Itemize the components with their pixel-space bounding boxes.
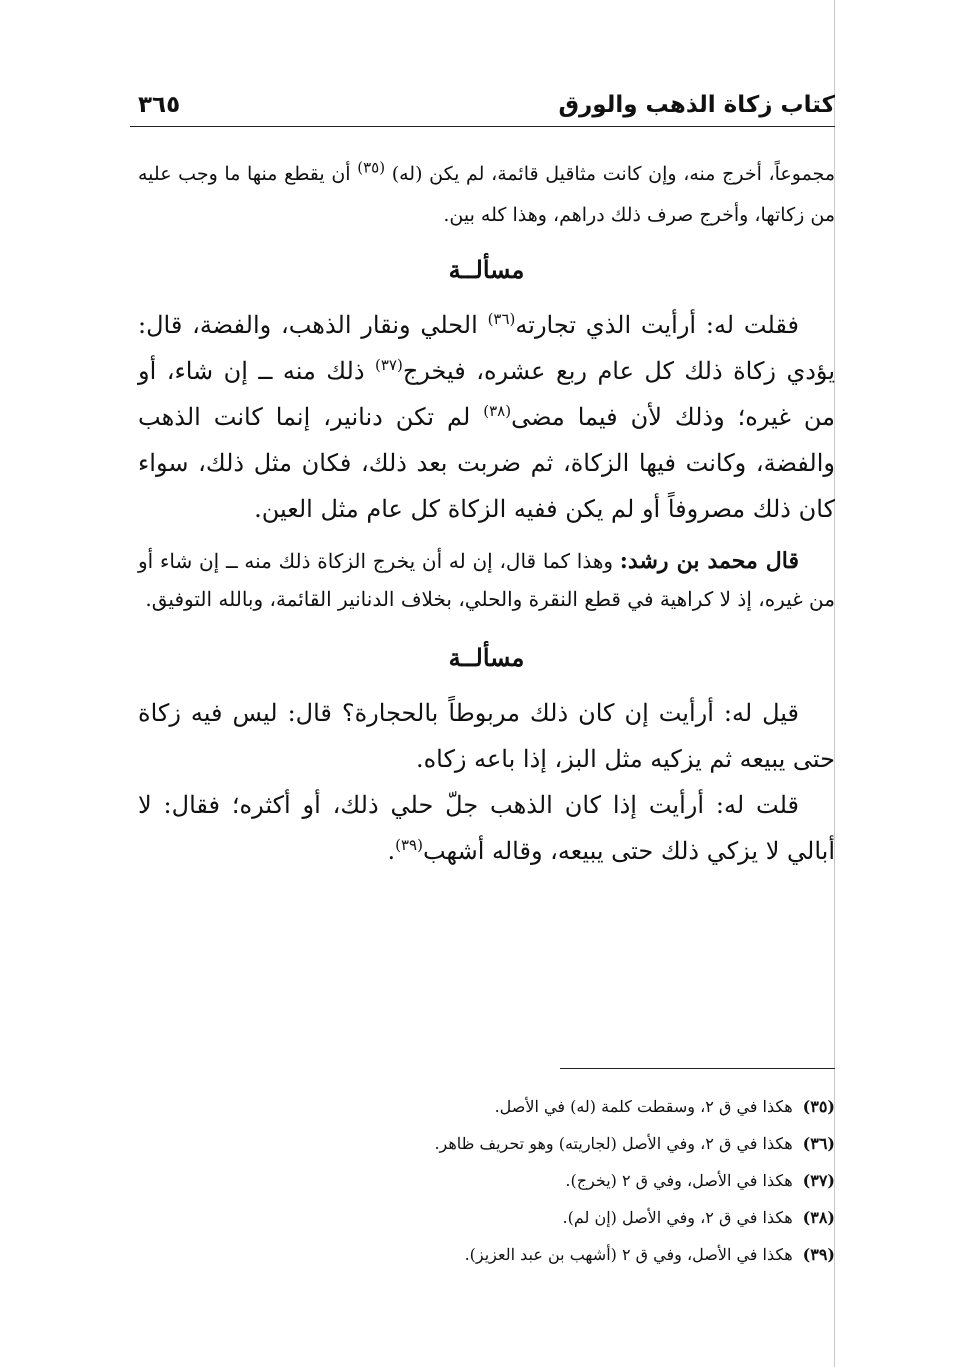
note-ref-39: (٣٩)	[395, 836, 423, 854]
commentary-paragraph	[138, 542, 835, 618]
footnote-number: (٣٦)	[802, 1134, 835, 1153]
page-number: ٣٦٥	[138, 92, 181, 118]
footnotes	[330, 1088, 835, 1273]
main-text	[138, 154, 835, 874]
footnote-text: هكذا في ق ٢، وفي الأصل (لجاريته) وهو تحريف ظاهر.	[434, 1134, 793, 1153]
q1-text-c: ذلك منه ــ إن شاء، أو من غيره؛ وذلك لأن فيما مضى	[138, 357, 836, 431]
note-ref-35: (٣٥)	[357, 158, 386, 177]
section-heading-2: مسألــة	[448, 643, 525, 672]
header-rule	[130, 126, 835, 127]
footnote-text: هكذا في ق ٢، وسقطت كلمة (له) في الأصل.	[494, 1097, 793, 1116]
q3-text-b: .	[387, 837, 396, 865]
running-header	[130, 92, 835, 130]
footnote-item	[330, 1125, 835, 1162]
q3-text-a: قلت له: أرأيت إذا كان الذهب جلّ حلي ذلك، أو أكثره؛ فقال: لا أبالي لا يزكي ذلك حتى يبيعه، وقاله أشهب	[138, 791, 835, 865]
q1-text-b: الحلي ونقار الذهب، والفضة، قال: يؤدي زكاة ذلك كل عام ربع عشره، فيخرج	[138, 311, 836, 385]
footnote-number: (٣٨)	[802, 1208, 835, 1227]
footnote-item	[330, 1162, 835, 1199]
question-paragraph-3	[138, 782, 835, 874]
section-heading-1: مسألــة	[448, 255, 525, 284]
intro-paragraph	[138, 154, 835, 236]
footnote-rule	[560, 1068, 835, 1069]
footnote-item	[330, 1236, 835, 1273]
footnote-item	[330, 1088, 835, 1125]
footnote-number: (٣٥)	[802, 1097, 835, 1116]
footnote-number: (٣٩)	[802, 1245, 835, 1264]
footnote-number: (٣٧)	[802, 1171, 835, 1190]
commentary-text: وهذا كما قال، إن له أن يخرج الزكاة ذلك منه ــ إن شاء أو من غيره، إذ لا كراهية في قطع النقرة والحلي، بخلاف الدنانير القائمة، وبالله التوفيق.	[138, 549, 835, 611]
commentary-label: قال محمد بن رشد:	[619, 548, 799, 574]
note-ref-37: (٣٧)	[374, 356, 403, 374]
intro-text-2: أن يقطع منها ما وجب عليه من زكاتها، وأخرج صرف ذلك دراهم، وهذا كله بين.	[138, 163, 835, 226]
question-paragraph-1	[138, 302, 835, 532]
chapter-title: كتاب زكاة الذهب والورق	[558, 92, 835, 118]
question-paragraph-2: قيل له: أرأيت إن كان ذلك مربوطاً بالحجارة؟ قال: ليس فيه زكاة حتى يبيعه ثم يزكيه مثل البز، إذا باعه زكاه.	[138, 699, 835, 773]
footnote-item	[330, 1199, 835, 1236]
note-ref-36: (٣٦)	[487, 310, 516, 328]
q1-text-d: لم تكن دنانير، إنما كانت الذهب والفضة، وكانت فيها الزكاة، ثم ضربت بعد ذلك، فكان مثل ذلك، سواء كان ذلك مصروفاً أو لم يكن ففيه الزكاة كل عام مثل العين.	[138, 403, 836, 523]
footnote-text: هكذا في الأصل، وفي ق ٢ (يخرج).	[565, 1171, 793, 1190]
footnote-text: هكذا في الأصل، وفي ق ٢ (أشهب بن عبد العزيز).	[464, 1245, 793, 1264]
footnote-text: هكذا في ق ٢، وفي الأصل (إن لم).	[562, 1208, 793, 1227]
intro-text-1: مجموعاً، أخرج منه، وإن كانت مثاقيل قائمة، لم يكن (له)	[391, 163, 835, 185]
q1-text-a: فقلت له: أرأيت الذي تجارته	[515, 311, 800, 339]
note-ref-38: (٣٨)	[483, 402, 512, 420]
